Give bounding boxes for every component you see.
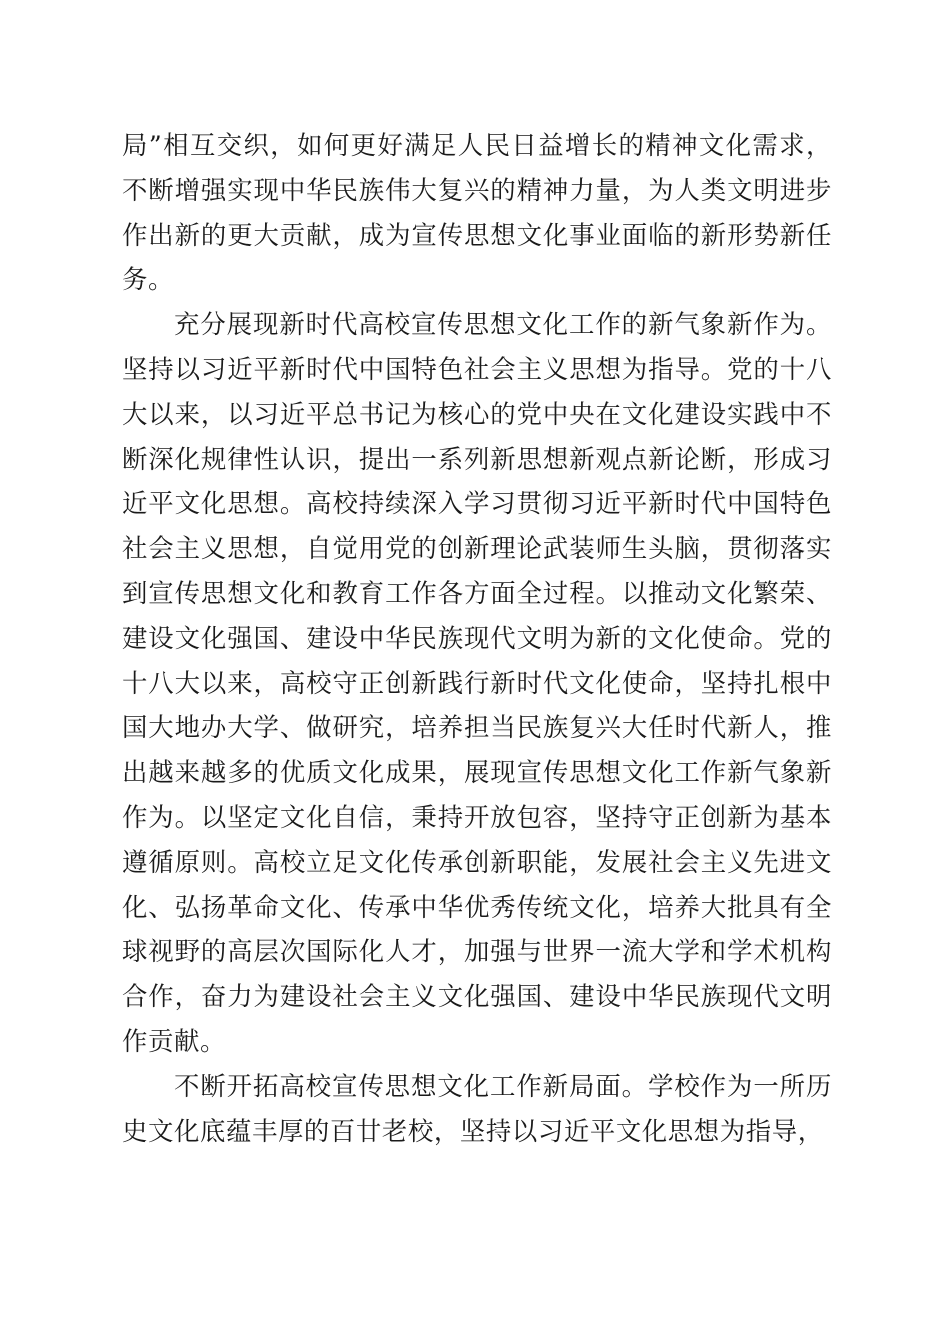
paragraph-new-situation: 不断开拓高校宣传思想文化工作新局面。学校作为一所历史文化底蕴丰厚的百廿老校，坚持以习近平文化思想为指导， [122, 1070, 832, 1146]
document-body [122, 123, 832, 1153]
paragraph-continued: 局”相互交织，如何更好满足人民日益增长的精神文化需求，不断增强实现中华民族伟大复兴的精神力量，为人类文明进步作出新的更大贡献，成为宣传思想文化事业面临的新形势新任务。 [122, 130, 832, 295]
paragraph-new-era-achievements: 充分展现新时代高校宣传思想文化工作的新气象新作为。坚持以习近平新时代中国特色社会主义思想为指导。党的十八大以来，以习近平总书记为核心的党中央在文化建设实践中不断深化规律性认识，提出一系列新思想新观点新论断，形成习近平文化思想。高校持续深入学习贯彻习近平新时代中国特色社会主义思想，自觉用党的创新理论武装师生头脑，贯彻落实到宣传思想文化和教育工作各方面全过程。以推动文化繁荣、建设文化强国、建设中华民族现代文明为新的文化使命。党的十八大以来，高校守正创新践行新时代文化使命，坚持扎根中国大地办大学、做研究，培养担当民族复兴大任时代新人，推出越来越多的优质文化成果，展现宣传思想文化工作新气象新作为。以坚定文化自信，秉持开放包容，坚持守正创新为基本遵循原则。高校立足文化传承创新职能，发展社会主义先进文化、弘扬革命文化、传承中华优秀传统文化，培养大批具有全球视野的高层次国际化人才，加强与世界一流大学和学术机构合作，奋力为建设社会主义文化强国、建设中华民族现代文明作贡献。 [122, 309, 832, 1056]
